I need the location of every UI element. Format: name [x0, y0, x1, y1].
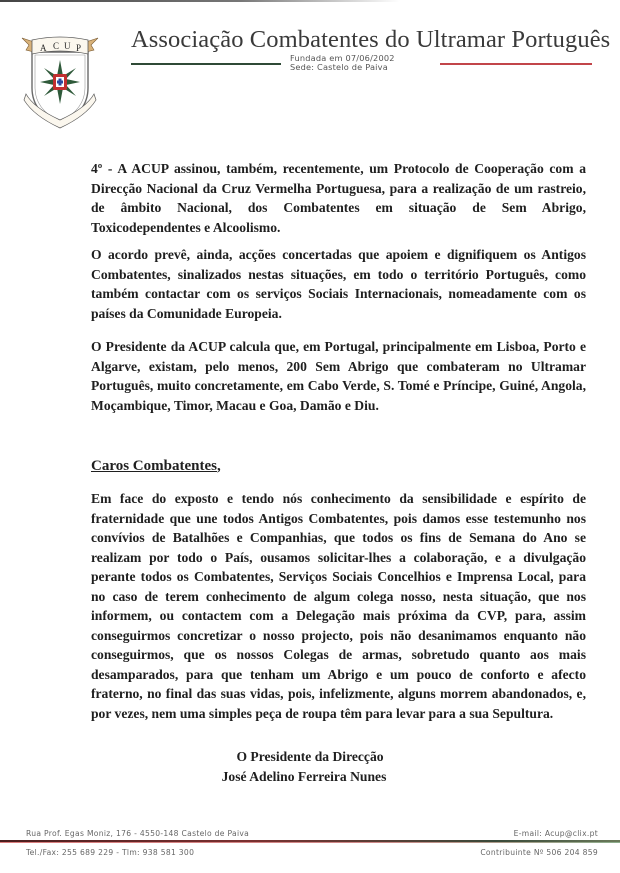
paragraph-text: O acordo prevê, ainda, acções concertadas que apoiem e dignifiquem os Antigos Combatentes, sinalizados nestas situações, em todo o território Português, como também contactar com os serviços Sociais Internacionais, nomeadamente com os países da Comunidade Europeia. [91, 247, 586, 321]
paragraph-estimate [91, 337, 586, 415]
founding-info [290, 54, 395, 72]
paragraph-text: O Presidente da ACUP calcula que, em Portugal, principalmente em Lisboa, Porto e Algarve, existam, pelo menos, 200 Sem Abrigo que combateram no Ultramar Português, muito concretamente, em Cabo Verde, S. Tomé e Príncipe, Guiné, Angola, Moçambique, Timor, Macau e Goa, Damão e Diu. [91, 339, 586, 413]
signatory-role: O Presidente da Direcção [236, 749, 384, 764]
footer-phone: Tel./Fax: 255 689 229 - Tlm: 938 581 300 [26, 848, 195, 857]
founded-date: Fundada em 07/06/2002 [290, 53, 395, 63]
paragraph-text: 4º - A ACUP assinou, também, recentemente, um Protocolo de Cooperação com a Direcção Nacional da Cruz Vermelha Portuguesa, para a realização de um rastreio, de âmbito Nacional, dos Combatentes em situação de Sem Abrigo, Toxicodependentes e Alcoolismo. [91, 161, 586, 235]
header-divider-green [131, 63, 281, 65]
footer-divider-accent [0, 842, 620, 843]
header-divider-red [440, 63, 592, 65]
headquarters: Sede: Castelo de Paiva [290, 62, 388, 72]
salutation-punctuation: , [216, 458, 221, 474]
signature-block [0, 747, 620, 787]
acup-crest-logo [20, 30, 100, 130]
footer-tax-id: Contribuinte Nº 506 204 859 [480, 848, 598, 857]
svg-text:P: P [76, 43, 82, 53]
salutation-text: Caros Combatentes [91, 458, 217, 474]
crest-icon [20, 30, 100, 130]
paragraph-protocol [91, 159, 586, 237]
scan-edge-artifact [0, 0, 400, 2]
salutation [91, 458, 221, 475]
paragraph-text: Em face do exposto e tendo nós conhecimento da sensibilidade e espírito de fraternidade que une todos Antigos Combatentes, pois damos esse testemunho nos convívios de Batalhões e Companhias, que todos os fins de Semana do Ano se realizam por todo o País, ousamos solicitar-lhes a colaboração, e a divulgação perante todos os Combatentes, Serviços Sociais Concelhios e Imprensa Local, para no caso de terem conhecimento de algum colega nosso, nesta situação, que nos informem, ou contactem com a Delegação mais próxima da CVP, para, assim conseguirmos concretizar o nosso projecto, pois não desanimamos enquanto não conseguirmos, que os nossos Colegas de armas, sobretudo quanto aos mais desamparados, para que tenham um Abrigo e um pouco de conforto e afecto fraterno, no final das suas vidas, pois, infelizmente, alguns morrem abandonados, e, por vezes, nem uma simples peça de roupa têm para levar para a sua Sepultura. [91, 491, 586, 721]
paragraph-appeal [91, 489, 586, 723]
organization-title: Associação Combatentes do Ultramar Português [131, 26, 611, 53]
svg-text:C: C [53, 41, 60, 51]
footer-address: Rua Prof. Egas Moniz, 176 - 4550-148 Castelo de Paiva [26, 829, 250, 838]
paragraph-agreement [91, 245, 586, 323]
svg-text:U: U [64, 41, 71, 51]
logo-letter-a: A [40, 43, 47, 53]
signatory-name: José Adelino Ferreira Nunes [221, 769, 387, 784]
footer-email: E-mail: Acup@clix.pt [513, 829, 598, 838]
